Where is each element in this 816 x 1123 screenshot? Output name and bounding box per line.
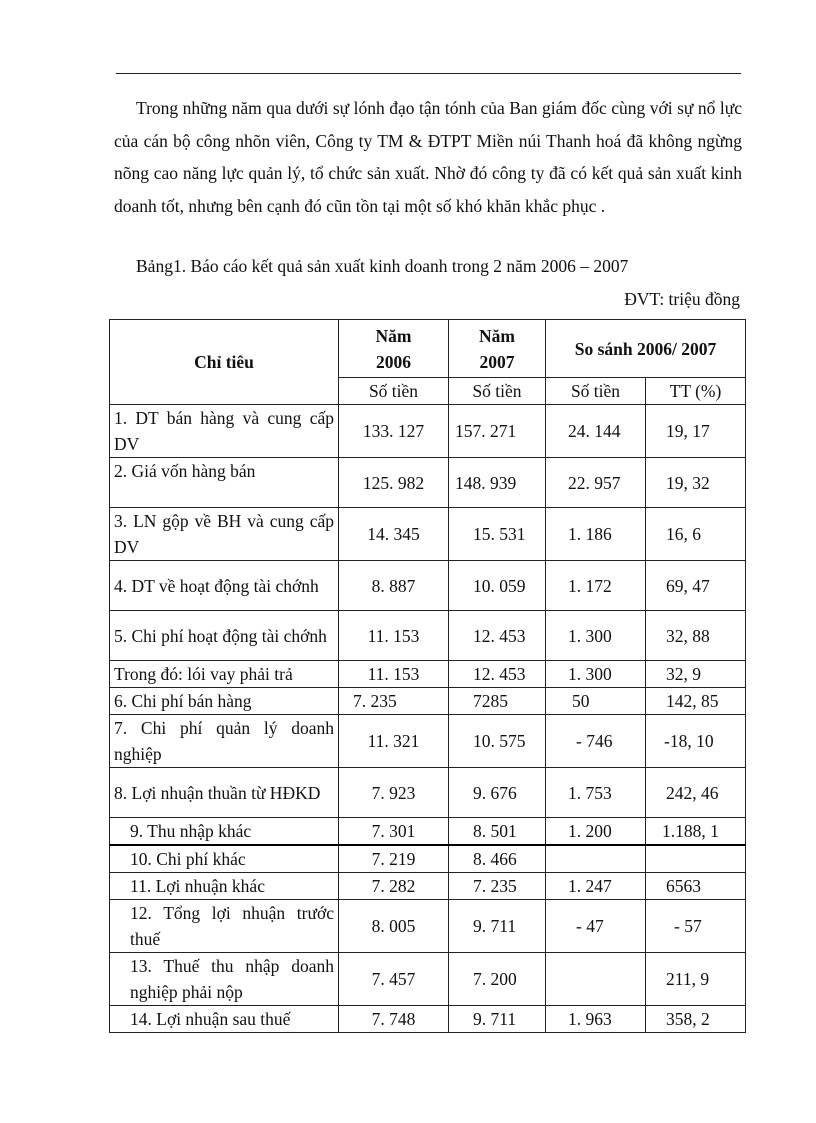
row-label: 12. Tổng lợi nhuận trước thuế bbox=[110, 900, 339, 953]
row-label: 6. Chi phí bán hàng bbox=[110, 688, 339, 715]
table-caption: Bảng1. Báo cáo kết quả sản xuất kinh doanh trong 2 năm 2006 – 2007 bbox=[136, 256, 629, 276]
cell-2006: 14. 345 bbox=[339, 508, 449, 561]
table-row bbox=[110, 405, 746, 458]
row-label: 8. Lợi nhuận thuần từ HĐKD bbox=[110, 768, 339, 818]
cell-2007: 148. 939 bbox=[449, 458, 546, 508]
cell-rate: 32, 9 bbox=[646, 661, 746, 688]
cell-2007: 8. 501 bbox=[449, 818, 546, 846]
cell-2007: 10. 059 bbox=[449, 561, 546, 611]
header-year-value: 2007 bbox=[479, 351, 515, 372]
cell-2006: 133. 127 bbox=[339, 405, 449, 458]
cell-rate: 19, 17 bbox=[646, 405, 746, 458]
header-year-label: Năm bbox=[375, 325, 412, 346]
table-row bbox=[110, 458, 746, 508]
table-row bbox=[110, 715, 746, 768]
table-row bbox=[110, 561, 746, 611]
cell-rate: -18, 10 bbox=[646, 715, 746, 768]
cell-rate: 142, 85 bbox=[646, 688, 746, 715]
unit-label: ĐVT: triệu đồng bbox=[624, 289, 740, 309]
cell-2007: 9. 676 bbox=[449, 768, 546, 818]
cell-2006: 7. 235 bbox=[339, 688, 449, 715]
header-compare: So sánh 2006/ 2007 bbox=[546, 320, 746, 378]
cell-2006: 7. 748 bbox=[339, 1006, 449, 1033]
cell-2007: 15. 531 bbox=[449, 508, 546, 561]
header-amount-2006: Số tiền bbox=[339, 378, 449, 405]
cell-rate: 242, 46 bbox=[646, 768, 746, 818]
cell-diff: - 47 bbox=[546, 900, 646, 953]
cell-diff: 50 bbox=[546, 688, 646, 715]
cell-rate: - 57 bbox=[646, 900, 746, 953]
cell-2006: 7. 219 bbox=[339, 845, 449, 873]
header-year-2006 bbox=[339, 320, 449, 378]
table-row bbox=[110, 688, 746, 715]
cell-diff: 24. 144 bbox=[546, 405, 646, 458]
cell-diff: 1. 300 bbox=[546, 611, 646, 661]
cell-2006: 7. 457 bbox=[339, 953, 449, 1006]
cell-2006: 7. 301 bbox=[339, 818, 449, 846]
table-row bbox=[110, 818, 746, 846]
row-label: 13. Thuế thu nhập doanh nghiệp phải nộp bbox=[110, 953, 339, 1006]
cell-2007: 9. 711 bbox=[449, 1006, 546, 1033]
cell-2007: 7. 200 bbox=[449, 953, 546, 1006]
row-label: 3. LN gộp về BH và cung cấp DV bbox=[110, 508, 339, 561]
cell-diff: - 746 bbox=[546, 715, 646, 768]
table-row bbox=[110, 1006, 746, 1033]
header-year-2007 bbox=[449, 320, 546, 378]
cell-diff: 1. 172 bbox=[546, 561, 646, 611]
row-label: 9. Thu nhập khác bbox=[110, 818, 339, 846]
cell-2007: 157. 271 bbox=[449, 405, 546, 458]
cell-2006: 8. 887 bbox=[339, 561, 449, 611]
cell-diff bbox=[546, 845, 646, 873]
cell-rate: 32, 88 bbox=[646, 611, 746, 661]
cell-2007: 10. 575 bbox=[449, 715, 546, 768]
cell-2006: 125. 982 bbox=[339, 458, 449, 508]
cell-2007: 7285 bbox=[449, 688, 546, 715]
header-amount-2007: Số tiền bbox=[449, 378, 546, 405]
row-label: 7. Chi phí quản lý doanh nghiệp bbox=[110, 715, 339, 768]
cell-2007: 12. 453 bbox=[449, 611, 546, 661]
row-label: 1. DT bán hàng và cung cấp DV bbox=[110, 405, 339, 458]
cell-diff: 1. 963 bbox=[546, 1006, 646, 1033]
cell-rate bbox=[646, 845, 746, 873]
header-rate: TT (%) bbox=[646, 378, 746, 405]
cell-rate: 211, 9 bbox=[646, 953, 746, 1006]
header-year-label: Năm bbox=[479, 325, 515, 346]
cell-diff: 22. 957 bbox=[546, 458, 646, 508]
table-row bbox=[110, 845, 746, 873]
table-row bbox=[110, 900, 746, 953]
row-label: 10. Chi phí khác bbox=[110, 845, 339, 873]
cell-diff bbox=[546, 953, 646, 1006]
cell-rate: 19, 32 bbox=[646, 458, 746, 508]
row-label: 5. Chi phí hoạt động tài chớnh bbox=[110, 611, 339, 661]
cell-diff: 1. 300 bbox=[546, 661, 646, 688]
cell-2006: 11. 153 bbox=[339, 611, 449, 661]
business-results-table bbox=[109, 319, 746, 1033]
cell-diff: 1. 753 bbox=[546, 768, 646, 818]
cell-2006: 11. 321 bbox=[339, 715, 449, 768]
cell-rate: 358, 2 bbox=[646, 1006, 746, 1033]
cell-diff: 1. 247 bbox=[546, 873, 646, 900]
cell-2006: 11. 153 bbox=[339, 661, 449, 688]
header-year-value: 2006 bbox=[376, 351, 411, 372]
row-label: 11. Lợi nhuận khác bbox=[110, 873, 339, 900]
header-amount-diff: Số tiền bbox=[546, 378, 646, 405]
cell-diff: 1. 186 bbox=[546, 508, 646, 561]
cell-diff: 1. 200 bbox=[546, 818, 646, 846]
table-row bbox=[110, 873, 746, 900]
table-row bbox=[110, 611, 746, 661]
table-row bbox=[110, 661, 746, 688]
cell-2006: 7. 923 bbox=[339, 768, 449, 818]
cell-2006: 7. 282 bbox=[339, 873, 449, 900]
row-label: 14. Lợi nhuận sau thuế bbox=[110, 1006, 339, 1033]
intro-paragraph: Trong những năm qua dưới sự lónh đạo tận tónh của Ban giám đốc cùng với sự nổ lực của cán bộ công nhõn viên, Công ty TM & ĐTPT Miền núi Thanh hoá đã không ngừng nõng cao năng lực quản lý, tổ chức sản xuất. Nhờ đó công ty đã có kết quả sản xuất kinh doanh tốt, nhưng bên cạnh đó cũn tồn tại một số khó khăn khắc phục . bbox=[114, 98, 742, 216]
cell-rate: 69, 47 bbox=[646, 561, 746, 611]
cell-2007: 9. 711 bbox=[449, 900, 546, 953]
cell-rate: 6563 bbox=[646, 873, 746, 900]
row-label: Trong đó: lói vay phải trả bbox=[110, 661, 339, 688]
cell-2006: 8. 005 bbox=[339, 900, 449, 953]
table-row bbox=[110, 768, 746, 818]
header-indicator: Chỉ tiêu bbox=[110, 320, 339, 405]
table-row bbox=[110, 953, 746, 1006]
header-rule bbox=[116, 73, 741, 74]
cell-2007: 7. 235 bbox=[449, 873, 546, 900]
cell-rate: 1.188, 1 bbox=[646, 818, 746, 846]
row-label: 4. DT về hoạt động tài chớnh bbox=[110, 561, 339, 611]
cell-2007: 8. 466 bbox=[449, 845, 546, 873]
cell-rate: 16, 6 bbox=[646, 508, 746, 561]
row-label: 2. Giá vốn hàng bán bbox=[110, 458, 339, 508]
table-row bbox=[110, 508, 746, 561]
cell-2007: 12. 453 bbox=[449, 661, 546, 688]
